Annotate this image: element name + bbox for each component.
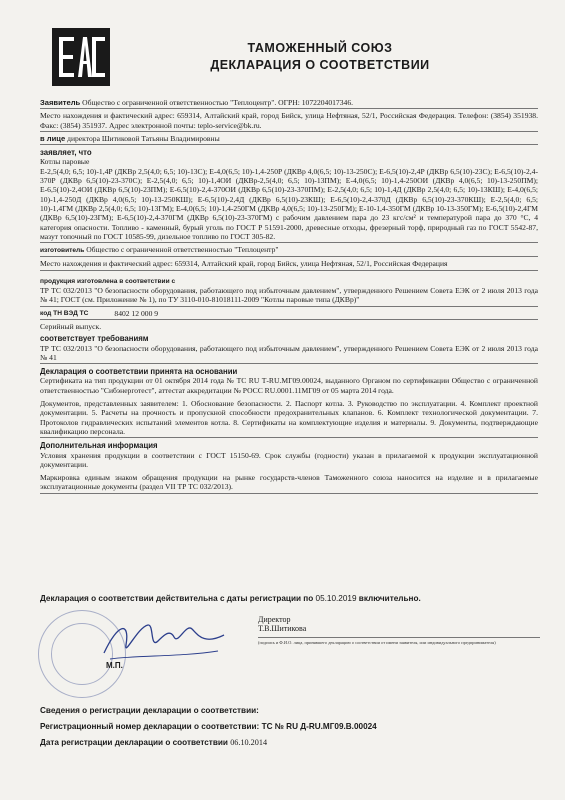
code-label: код ТН ВЭД ТС — [40, 309, 89, 317]
person-text: директора Шитиковой Татьяны Владимировны — [67, 133, 220, 143]
registration-number-label: Регистрационный номер декларации о соответствии: — [40, 722, 260, 731]
registration-date-value: 06.10.2014 — [230, 738, 268, 747]
manufacturer-label: изготовитель — [40, 247, 85, 255]
person-label: в лице — [40, 133, 66, 143]
declaration-body — [40, 98, 538, 496]
declares-label: заявляет, что — [40, 148, 92, 158]
additional-text-1: Условия хранения продукции в соответствии с ГОСТ 15150-69. Срок службы (годности) указан в прилагаемой к продукции эксплуатационной документации. — [40, 450, 538, 469]
additional-label: Дополнительная информация — [40, 441, 158, 451]
requirements-text: ТР ТС 032/2013 "О безопасности оборудования, работающего под избыточным давлением", утвержденного Решением Совета ЕЭК от 2 июля 2013 года № 41 — [40, 344, 538, 365]
stamp-place-label: М.П. — [106, 661, 123, 670]
registration-number-value: ТС № RU Д-RU.МГ09.В.00024 — [261, 722, 377, 731]
registration-number-row — [40, 722, 540, 732]
registration-date-label: Дата регистрации декларации о соответствии — [40, 738, 228, 747]
basis-text: Сертификата на тип продукции от 01 октября 2014 года № ТС RU Т-RU.МГ09.00024, выданного Органом по сертификации Общество с ограниченной ответственностью "Сибэнерготест", аттестат аккредитации № РОСС RU.0001.11МГ09 от 05 марта 2014 года. — [40, 376, 538, 395]
basis-label: Декларация о соответствии принята на основании — [40, 367, 238, 377]
document-title — [150, 40, 490, 74]
requirements-label: соответствует требованиям — [40, 334, 149, 344]
manufacturer-address: Место нахождения и фактический адрес: 659314, Алтайский край, город Бийск, улица Нефтяная, 52/1, Российская Федерация — [40, 259, 538, 270]
applicant-text: Общество с ограниченной ответственностью "Теплоцентр". ОГРН: 1072204017346. — [82, 98, 354, 107]
serial-text: Серийный выпуск. — [40, 321, 102, 331]
validity-prefix: Декларация о соответствии действительна с даты регистрации по — [40, 594, 314, 603]
signatory-name: Т.В.Шитикова — [258, 624, 307, 633]
applicant-address: Место нахождения и фактический адрес: 659314, Алтайский край, город Бийск, улица Нефтяная, 52/1, Российская Федерация. Телефон: (3854) 351938. Факс: (3854) 351937. Адрес электронной почты: teplo-service@bk.ru. — [40, 111, 538, 132]
product-description: Е-2,5(4,0; 6,5; 10)-1,4Р (ДКВр 2,5(4,0; 6,5; 10)-13С); Е-4,0(6,5; 10)-1,4-250Р (ДКВр 4,0(6,5; 10)-13-250С); Е-6,5(10)-2,4Р (ДКВр 6,5(10)-23С); Е-6,5(10)-2,4-370Р (ДКВр 6,5(10)-23-370С); Е-2,5(4,0; 6,5; 10)-1,4ОИ (ДКВр-2,5(4,0; 6,5; 10)-13ПМ); Е-4,0(6,5; 10)-1,4-250ОИ (ДКВр 4,0(6,5; 10)-13-250ПМ); Е-6,5(10)-2,4ОИ (ДКВр 6,5(10)-23ПМ); Е-6,5(10)-2,4-370ОИ (ДКВр 6,5(10)-23-370ПМ); Е-2,5(4,0; 6,5; 10)-1,4Д (ДКВр 2,5(4,0; 6,5; 10)-13КШ); Е-4,0(6,5; 10)-1,4-250Д (ДКВр 4,0(6,5; 10)-13-250КШ); Е-6,5(10)-2,4Д (ДКВр 6,5(10)-23КШ); Е-6,5(10)-2,4-370Д (ДКВр 6,5(10)-23-370КШ); Е-2,5(4,0; 6,5; 10)-1,4ГМ (ДКВр 2,5(4,0; 6,5; 10)-13ГМ); Е-4,0(6,5; 10)-1,4-250ГМ (ДКВр 4,0(6,5; 10)-13-250ГМ); Е-10-1,4-350ГМ (ДКВр 10-13-350ГМ); Е-6,5(10)-2,4ГМ (ДКВр 6,5(10)-23ГМ); Е-6,5(10)-2,4-370ГМ (ДКВр 6,5(10)-23-370ГМ) с рабочим давлением пара до 23 кгс/см² и температурой пара до 370 °С, 4 категория опасности. Топливо - каменный, бурый уголь по ГОСТ Р 51591-2000, древесные отходы, фрезерный торф, природный газ по ГОСТ 5542-87, мазут топочный по ГОСТ 10585-99, дизельное топливо по ГОСТ 305-82. — [40, 167, 538, 243]
applicant-label: Заявитель — [40, 98, 81, 107]
signature-underline — [258, 637, 540, 638]
produced-text: ТР ТС 032/2013 "О безопасности оборудования, работающего под избыточным давлением", утвержденного Решением Совета ЕЭК от 2 июля 2013 года № 41; ГОСТ (см. Приложение № 1), по ТУ 3110-010-81018111-2009 "Котлы паровые типа (ДКВр)" — [40, 286, 538, 307]
registration-date-row — [40, 738, 540, 748]
title-line-1: ТАМОЖЕННЫЙ СОЮЗ — [247, 41, 393, 55]
produced-label: продукция изготовлена в соответствии с — [40, 277, 176, 285]
signatory-block — [258, 615, 306, 633]
eac-logo — [52, 28, 110, 86]
validity-suffix: включительно. — [358, 594, 421, 603]
registration-block — [40, 706, 540, 748]
validity-line — [40, 594, 540, 603]
signatory-role: Директор — [258, 615, 291, 624]
title-line-2: ДЕКЛАРАЦИЯ О СООТВЕТСТВИИ — [210, 58, 430, 72]
applicant-person — [40, 134, 538, 145]
manufacturer-text: Общество с ограниченной ответственностью "Теплоцентр" — [86, 245, 279, 255]
applicant-section — [40, 98, 538, 109]
code-value: 8402 12 000 9 — [114, 308, 159, 318]
registration-heading: Сведения о регистрации декларации о соответствии: — [40, 706, 259, 715]
validity-date: 05.10.2019 — [315, 594, 357, 603]
signatory-note: (подпись и Ф.И.О. лица, принявшего декларацию о соответствии от имени заявителя, или индивидуального предпринимателя) — [258, 640, 496, 645]
product-title: Котлы паровые — [40, 157, 90, 167]
additional-text-2: Маркировка единым знаком обращения продукции на рынке государств-членов Таможенного союза наносится на изделие и в прилагаемые эксплуатационные документы (раздел VII ТР ТС 032/2013). — [40, 473, 538, 494]
basis-documents: Документов, представленных заявителем: 1. Обоснование безопасности. 2. Паспорт котла. 3. Руководство по эксплуатации. 4. Комплект проектной документации. 5. Расчеты на прочность и пропускной способности предохранительных клапанов. 6. Комплект технологической документации. 7. Протоколов гидравлических испытаний элементов котла. 8. Сертификаты на комплектующие изделия и материалы. 9. Документы, подтверждающие квалификацию персонала. — [40, 399, 538, 438]
manufacturer-section — [40, 245, 538, 257]
code-row — [40, 309, 538, 320]
